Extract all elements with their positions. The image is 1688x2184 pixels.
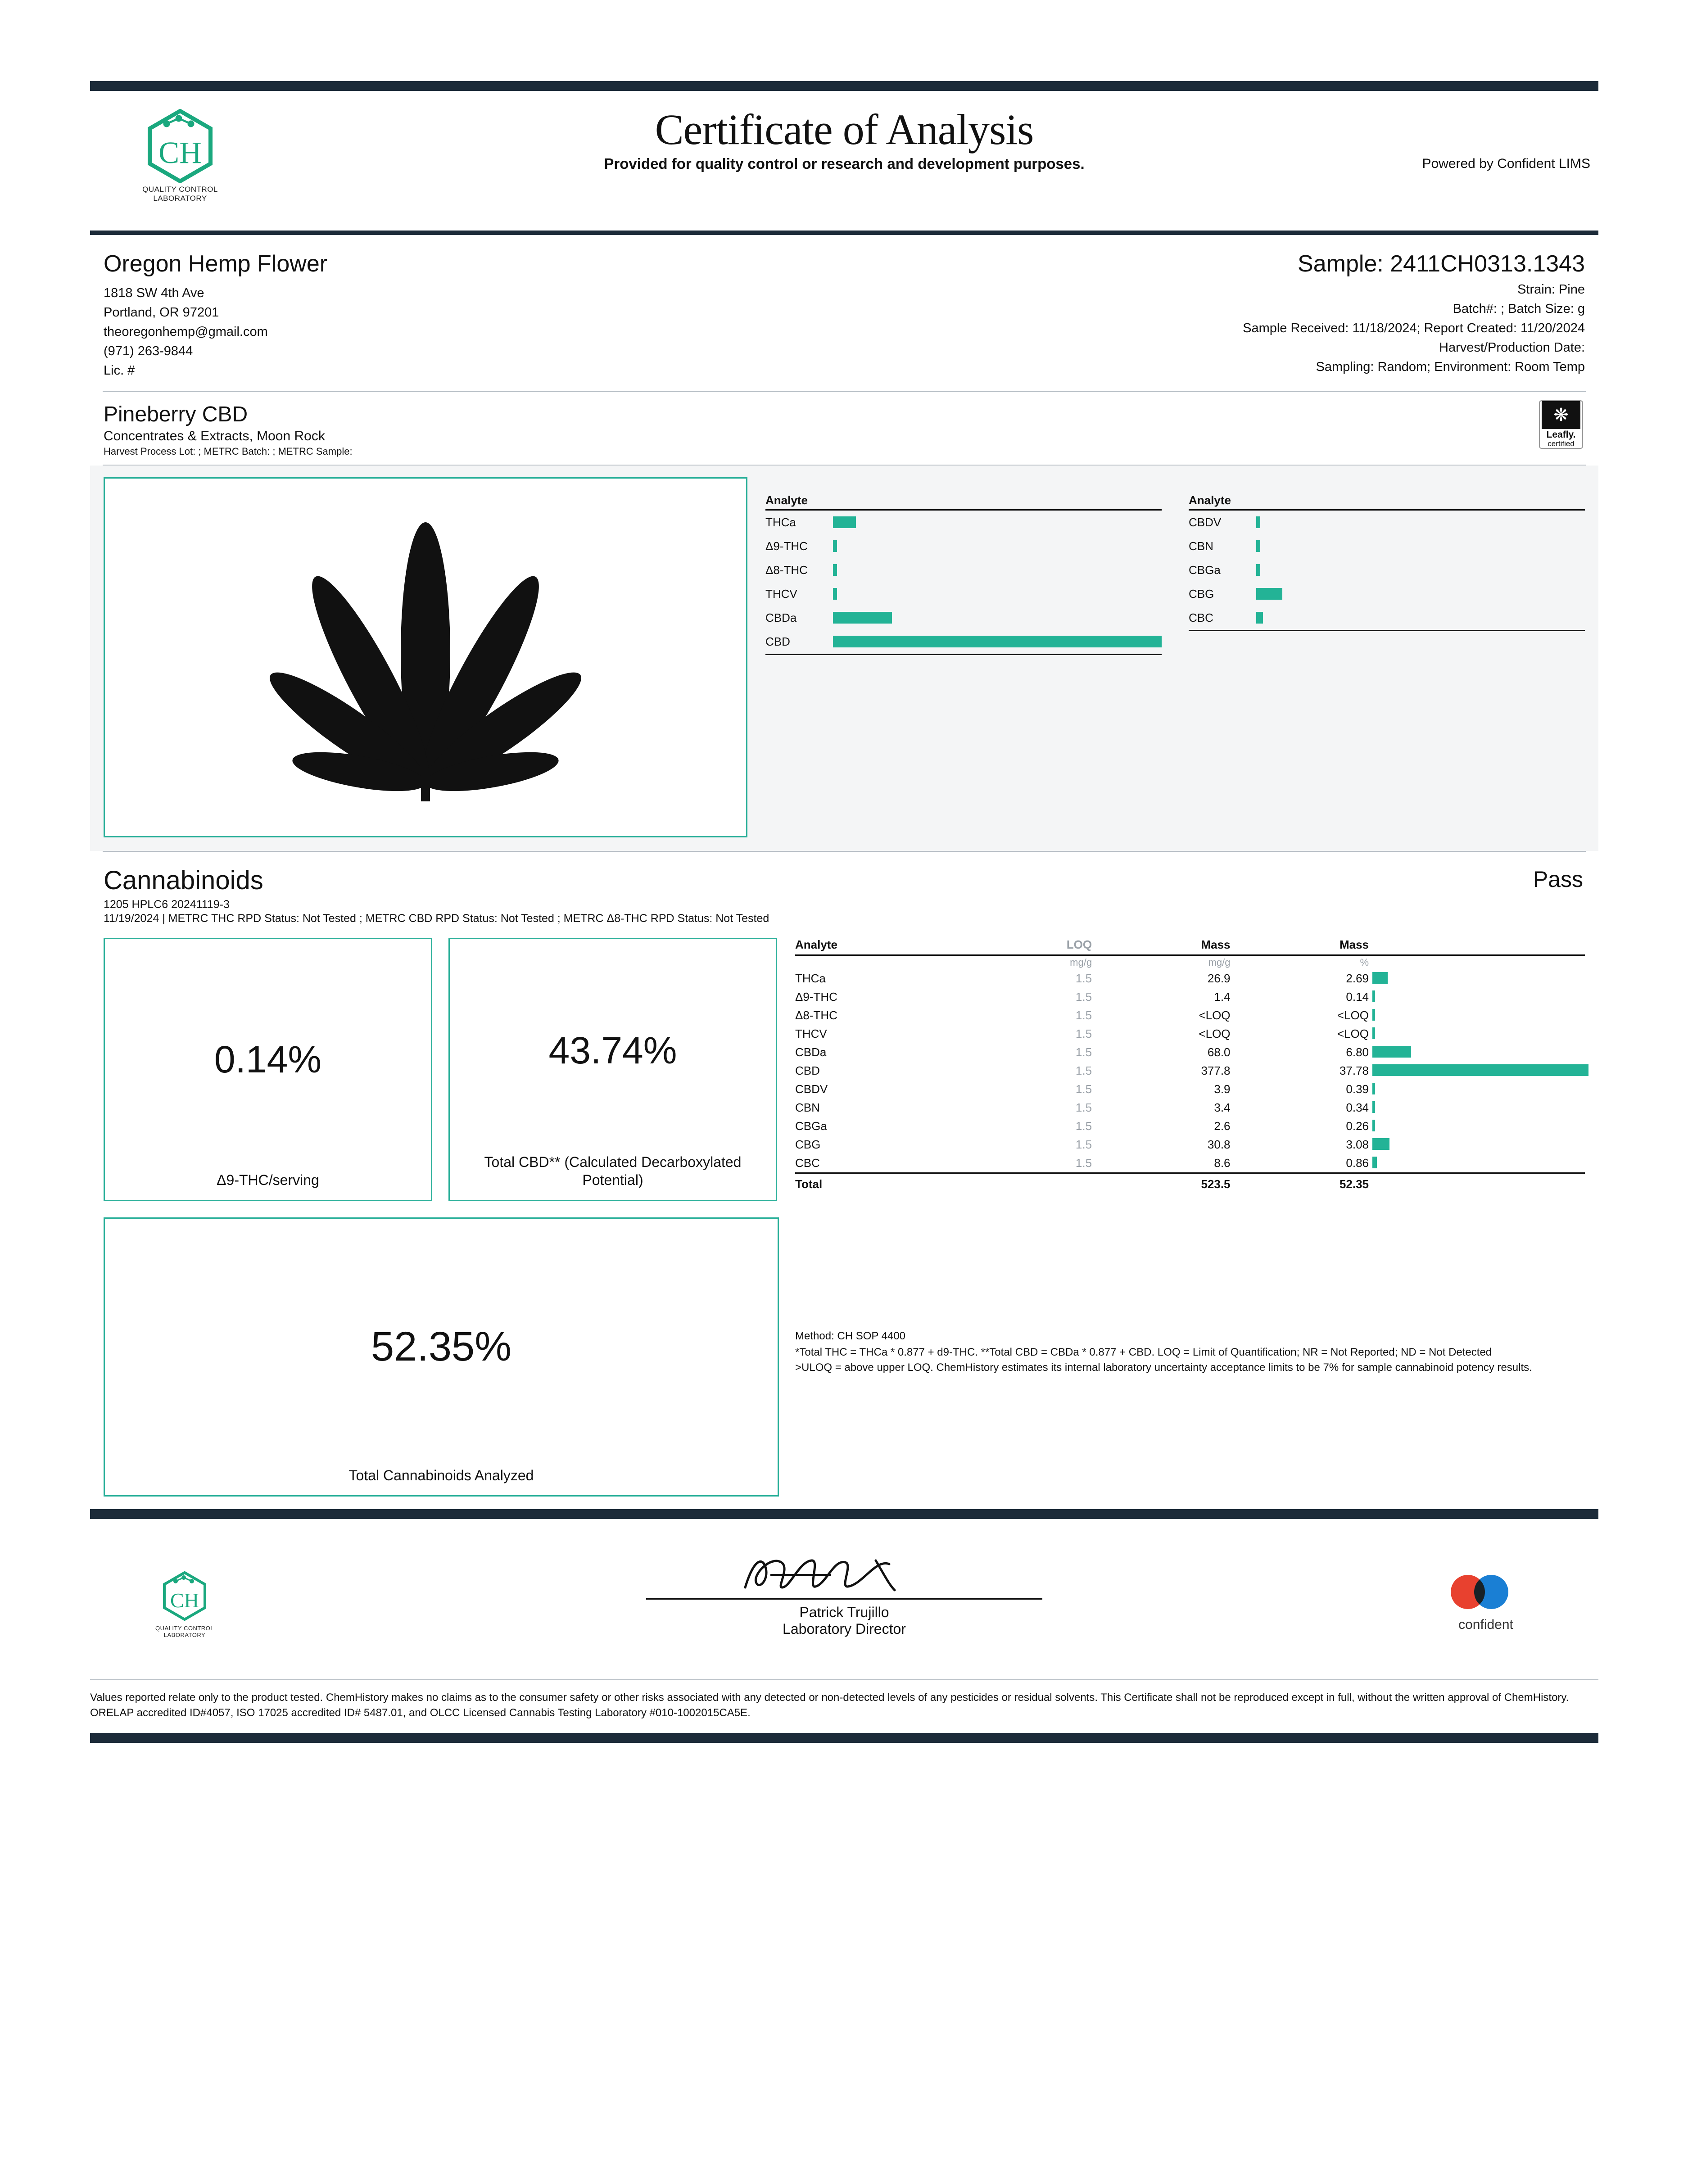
total-mass-pct: 52.35 — [1231, 1173, 1369, 1194]
product-lot: Harvest Process Lot: ; METRC Batch: ; METRC Sample: — [104, 445, 353, 457]
summary-row — [765, 558, 1162, 582]
cell-mass-pct: <LOQ — [1337, 1026, 1369, 1040]
coa-sheet — [90, 81, 1598, 1743]
summary-row — [765, 582, 1162, 606]
cell-analyte: Δ8-THC — [795, 1008, 837, 1022]
client-email: theoregonhemp@gmail.com — [104, 324, 268, 339]
disclaimer-text: Values reported relate only to the product tested. ChemHistory makes no claims as to the consumer safety or other risks associated with any detected or non-detected levels of any pesticides or residual solvents. This Certificate shall not be reproduced except in full, without the written approval of ChemHistory. ORELAP accredited ID#4057, ISO 17025 accredited ID# 5487.01, and OLCC Licensed Cannabis Testing Laboratory #010-1002015CA5E. — [90, 1691, 1569, 1719]
title-block — [90, 91, 1598, 172]
table-row — [795, 1080, 1585, 1099]
sample-photo — [104, 477, 747, 837]
signature-area — [90, 1531, 1598, 1679]
bar-track — [1369, 1008, 1585, 1022]
summary-row-track — [833, 563, 1162, 577]
summary-row-bar — [833, 564, 837, 576]
client-address2: Portland, OR 97201 — [104, 305, 219, 320]
summary-chart-right — [1189, 493, 1585, 837]
col-mass-mgg: Mass — [1092, 938, 1230, 955]
kpi-total-cbd — [448, 938, 777, 1201]
kpi-total-cannabinoids — [104, 1217, 779, 1497]
summary-left-rows — [765, 511, 1162, 654]
total-mass-mgg: 523.5 — [1092, 1173, 1230, 1194]
table-row — [795, 1062, 1585, 1080]
bar-track — [1369, 1064, 1585, 1077]
cell-analyte: THCa — [795, 971, 826, 985]
cell-loq: 1.5 — [1075, 1045, 1092, 1059]
cell-loq: 1.5 — [1075, 1100, 1092, 1114]
client-license: Lic. # — [104, 363, 135, 378]
cell-analyte: Δ9-THC — [795, 990, 837, 1004]
client-name: Oregon Hemp Flower — [104, 251, 328, 277]
kpi-thc-serving — [104, 938, 432, 1201]
confident-dots-icon — [1427, 1572, 1544, 1615]
bar-fill — [1372, 1009, 1375, 1021]
svg-text:CH: CH — [158, 136, 202, 170]
cell-analyte: THCV — [795, 1026, 827, 1040]
cannabinoids-header — [90, 852, 1598, 930]
summary-row-label: THCV — [765, 587, 797, 601]
summary-right-footer-rule — [1189, 630, 1585, 631]
cell-mass-pct: 3.08 — [1346, 1137, 1369, 1151]
summary-row-label: THCa — [765, 515, 796, 529]
bar-track — [1369, 1138, 1585, 1151]
summary-row-track — [833, 635, 1162, 648]
footer-rule-top — [90, 1509, 1598, 1519]
client-block — [104, 250, 327, 380]
kpi-thc-serving-value: 0.14% — [214, 1038, 322, 1081]
summary-row-bar — [1256, 564, 1260, 576]
summary-row-bar — [1256, 516, 1260, 528]
footer-chemhistory-logo — [144, 1571, 225, 1638]
product-block — [90, 392, 1598, 465]
summary-row-track — [1256, 611, 1585, 624]
summary-row — [1189, 558, 1585, 582]
summary-row-track — [833, 539, 1162, 553]
total-label: Total — [795, 1173, 981, 1194]
summary-row-bar — [833, 636, 1162, 647]
summary-row-bar — [833, 612, 892, 624]
unit-mass-mgg: mg/g — [1208, 956, 1231, 968]
signatory-name: Patrick Trujillo — [799, 1604, 889, 1620]
bar-track — [1369, 1045, 1585, 1059]
summary-row-bar — [1256, 588, 1282, 600]
cell-mass-mgg: 30.8 — [1207, 1137, 1231, 1151]
total-bar — [1369, 1173, 1585, 1194]
sample-batch: Batch#: ; Batch Size: g — [1453, 301, 1585, 316]
cell-mass-mgg: 377.8 — [1201, 1063, 1231, 1077]
table-row — [795, 1135, 1585, 1154]
sample-harvest-date: Harvest/Production Date: — [1439, 340, 1585, 355]
cell-analyte: CBGa — [795, 1119, 827, 1133]
summary-right-header: Analyte — [1189, 493, 1585, 511]
bar-fill — [1372, 1064, 1588, 1076]
col-mass-pct: Mass — [1231, 938, 1369, 955]
summary-row — [765, 534, 1162, 558]
cell-mass-mgg: 68.0 — [1207, 1045, 1231, 1059]
status-badge: Pass — [1533, 866, 1583, 892]
cell-analyte: CBDa — [795, 1045, 827, 1059]
sample-id: Sample: 2411CH0313.1343 — [1298, 251, 1585, 277]
summary-row-track — [1256, 515, 1585, 529]
method-line-2: *Total THC = THCa * 0.877 + d9-THC. **Total CBD = CBDa * 0.877 + CBD. LOQ = Limit of Quantification; NR = Not Reported; ND = Not Detected — [795, 1346, 1492, 1358]
signature-line — [646, 1598, 1042, 1600]
bar-track — [1369, 1027, 1585, 1040]
chemhistory-logo — [133, 109, 227, 203]
summary-row-track — [1256, 563, 1585, 577]
col-bar — [1369, 938, 1585, 955]
powered-by-label: Powered by Confident LIMS — [1422, 156, 1590, 171]
summary-left-footer-rule — [765, 654, 1162, 655]
summary-row — [1189, 534, 1585, 558]
cell-bar — [1369, 1006, 1585, 1025]
page-subtitle: Provided for quality control or research and development purposes. — [604, 155, 1085, 172]
bar-track — [1369, 1156, 1585, 1170]
cell-bar — [1369, 1080, 1585, 1099]
client-address1: 1818 SW 4th Ave — [104, 286, 204, 300]
cell-mass-pct: 2.69 — [1346, 971, 1369, 985]
unit-mass-pct: % — [1360, 956, 1369, 968]
total-loq — [981, 1173, 1092, 1194]
bar-fill — [1372, 1157, 1377, 1168]
bottom-rule — [90, 1733, 1598, 1743]
cell-mass-mgg: 8.6 — [1214, 1156, 1231, 1170]
logo-caption: QUALITY CONTROL LABORATORY — [142, 185, 218, 203]
signatory-role: Laboratory Director — [783, 1620, 906, 1637]
bar-fill — [1372, 1027, 1375, 1039]
bar-fill — [1372, 1120, 1375, 1131]
cell-bar — [1369, 1043, 1585, 1062]
product-name: Pineberry CBD — [104, 402, 248, 426]
bar-track — [1369, 1119, 1585, 1133]
header-rule — [90, 231, 1598, 235]
cell-mass-pct: 0.39 — [1346, 1082, 1369, 1096]
chemhistory-hex-icon — [146, 109, 214, 183]
cell-loq: 1.5 — [1075, 1008, 1092, 1022]
cell-mass-pct: 0.14 — [1346, 990, 1369, 1004]
cell-bar — [1369, 1025, 1585, 1043]
summary-row-label: CBDV — [1189, 515, 1222, 529]
analyte-table — [795, 938, 1585, 1194]
bar-track — [1369, 1082, 1585, 1096]
footer-logo-caption: QUALITY CONTROL LABORATORY — [155, 1624, 214, 1638]
bar-fill — [1372, 1138, 1389, 1150]
bar-fill — [1372, 990, 1375, 1002]
cannabinoids-rpd-status: 11/19/2024 | METRC THC RPD Status: Not Tested ; METRC CBD RPD Status: Not Tested ; METRC Δ8-THC RPD Status: Not Tested — [104, 912, 769, 925]
summary-row-label: CBD — [765, 634, 790, 648]
summary-row-bar — [833, 588, 837, 600]
sample-block — [1243, 250, 1585, 380]
leafly-mark-icon: ❋ — [1542, 401, 1580, 429]
cell-mass-mgg: <LOQ — [1199, 1026, 1231, 1040]
product-type: Concentrates & Extracts, Moon Rock — [104, 428, 325, 443]
cell-mass-mgg: 3.4 — [1214, 1100, 1231, 1114]
sample-sampling: Sampling: Random; Environment: Room Temp — [1316, 359, 1585, 374]
bar-fill — [1372, 1101, 1375, 1113]
cell-mass-mgg: 1.4 — [1214, 990, 1231, 1004]
confident-label: confident — [1458, 1617, 1513, 1632]
summary-row-label: CBC — [1189, 610, 1213, 624]
cell-analyte: CBN — [795, 1100, 820, 1114]
leafly-badge-line1: Leafly. — [1546, 429, 1576, 440]
kpi-total-cannabinoids-label: Total Cannabinoids Analyzed — [348, 1467, 534, 1483]
cell-analyte: CBD — [795, 1063, 820, 1077]
cell-bar — [1369, 1117, 1585, 1135]
analyte-units-row — [795, 955, 1585, 969]
table-row — [795, 1117, 1585, 1135]
client-phone: (971) 263-9844 — [104, 344, 193, 358]
summary-right-rows — [1189, 511, 1585, 630]
signature-image — [642, 1549, 1047, 1598]
cell-mass-pct: 6.80 — [1346, 1045, 1369, 1059]
bar-track — [1369, 990, 1585, 1004]
cell-loq: 1.5 — [1075, 1063, 1092, 1077]
summary-bar-charts — [765, 477, 1585, 837]
method-line-3: >ULOQ = above upper LOQ. ChemHistory estimates its internal laboratory uncertainty acceptance limits to be 7% for sample cannabinoid potency results. — [795, 1361, 1532, 1374]
bar-track — [1369, 972, 1585, 985]
unit-bar — [1369, 955, 1585, 969]
summary-row-label: CBN — [1189, 539, 1213, 553]
summary-row-bar — [1256, 612, 1263, 624]
summary-row-label: Δ9-THC — [765, 539, 808, 553]
cell-loq: 1.5 — [1075, 971, 1092, 985]
summary-row — [1189, 582, 1585, 606]
summary-row-track — [1256, 539, 1585, 553]
analyte-table-column — [795, 938, 1585, 1497]
summary-row — [1189, 511, 1585, 534]
kpi-column — [104, 938, 779, 1497]
summary-row-track — [833, 587, 1162, 601]
summary-row-label: CBDa — [765, 610, 797, 624]
document-header — [90, 91, 1598, 231]
table-row — [795, 988, 1585, 1006]
kpi-total-cbd-value: 43.74% — [548, 1029, 677, 1072]
unit-analyte — [795, 955, 981, 969]
summary-row-track — [1256, 587, 1585, 601]
kpi-row — [104, 938, 779, 1201]
client-sample-row — [90, 235, 1598, 391]
cannabinoids-method-id: 1205 HPLC6 20241119-3 — [104, 898, 230, 911]
cell-mass-pct: 37.78 — [1339, 1063, 1369, 1077]
summary-row-label: CBG — [1189, 587, 1214, 601]
table-row — [795, 1043, 1585, 1062]
sample-strain: Strain: Pine — [1517, 282, 1585, 297]
analyte-table-body — [795, 955, 1585, 1173]
cannabis-leaf-icon — [200, 500, 651, 815]
summary-chart-left — [765, 493, 1162, 837]
kpi-total-cannabinoids-value: 52.35% — [371, 1324, 512, 1370]
cell-loq: 1.5 — [1075, 1137, 1092, 1151]
cell-mass-pct: <LOQ — [1337, 1008, 1369, 1022]
signature-block — [642, 1549, 1047, 1637]
summary-row-track — [833, 611, 1162, 624]
summary-left-header: Analyte — [765, 493, 1162, 511]
summary-row-bar — [1256, 540, 1260, 552]
cell-mass-mgg: 26.9 — [1207, 971, 1231, 985]
page-title: Certificate of Analysis — [655, 105, 1034, 154]
cell-loq: 1.5 — [1075, 990, 1092, 1004]
summary-row-label: CBGa — [1189, 563, 1221, 577]
table-row — [795, 1006, 1585, 1025]
bar-track — [1369, 1101, 1585, 1114]
method-notes — [795, 1329, 1585, 1375]
cell-bar — [1369, 1135, 1585, 1154]
bar-fill — [1372, 1046, 1411, 1058]
confident-dot-blue — [1474, 1575, 1508, 1609]
summary-row — [765, 630, 1162, 654]
sample-dates: Sample Received: 11/18/2024; Report Created: 11/20/2024 — [1243, 321, 1585, 335]
cell-loq: 1.5 — [1075, 1082, 1092, 1096]
cell-mass-mgg: <LOQ — [1199, 1008, 1231, 1022]
summary-row-track — [833, 515, 1162, 529]
cell-bar — [1369, 988, 1585, 1006]
cell-mass-pct: 0.26 — [1346, 1119, 1369, 1133]
svg-text:CH: CH — [170, 1588, 199, 1612]
col-loq: LOQ — [981, 938, 1092, 955]
bar-fill — [1372, 1083, 1375, 1094]
cell-mass-pct: 0.34 — [1346, 1100, 1369, 1114]
leafly-certified-badge — [1539, 400, 1583, 449]
cell-mass-mgg: 2.6 — [1214, 1119, 1231, 1133]
method-line-1: Method: CH SOP 4400 — [795, 1329, 906, 1342]
analyte-total-row — [795, 1173, 1585, 1194]
cell-loq: 1.5 — [1075, 1026, 1092, 1040]
cell-bar — [1369, 1062, 1585, 1080]
cell-analyte: CBG — [795, 1137, 821, 1151]
summary-row — [765, 606, 1162, 630]
cell-loq: 1.5 — [1075, 1119, 1092, 1133]
summary-row — [1189, 606, 1585, 630]
table-row — [795, 1025, 1585, 1043]
cell-bar — [1369, 1154, 1585, 1173]
cell-loq: 1.5 — [1075, 1156, 1092, 1170]
cannabinoids-body — [90, 930, 1598, 1497]
bar-fill — [1372, 972, 1388, 984]
cell-mass-pct: 0.86 — [1346, 1156, 1369, 1170]
sample-image-and-summary — [90, 466, 1598, 851]
cell-bar — [1369, 969, 1585, 988]
top-rule — [90, 81, 1598, 91]
cell-analyte: CBDV — [795, 1082, 828, 1096]
summary-row-label: Δ8-THC — [765, 563, 808, 577]
summary-row — [765, 511, 1162, 534]
summary-row-bar — [833, 516, 856, 528]
chemhistory-hex-icon-small — [162, 1571, 207, 1621]
kpi-total-cbd-label: Total CBD** (Calculated Decarboxylated Potential) — [484, 1153, 742, 1188]
cell-bar — [1369, 1099, 1585, 1117]
kpi-thc-serving-label: Δ9-THC/serving — [217, 1171, 319, 1188]
confident-logo — [1427, 1572, 1544, 1632]
unit-loq: mg/g — [1070, 956, 1092, 968]
table-row — [795, 969, 1585, 988]
leafly-badge-line2: certified — [1548, 439, 1575, 448]
table-row — [795, 1154, 1585, 1173]
analyte-table-header-row — [795, 938, 1585, 955]
cell-analyte: CBC — [795, 1156, 820, 1170]
summary-row-bar — [833, 540, 837, 552]
col-analyte: Analyte — [795, 938, 981, 955]
cannabinoids-title: Cannabinoids — [104, 865, 263, 895]
cell-mass-mgg: 3.9 — [1214, 1082, 1231, 1096]
table-row — [795, 1099, 1585, 1117]
analyte-table-foot — [795, 1173, 1585, 1194]
